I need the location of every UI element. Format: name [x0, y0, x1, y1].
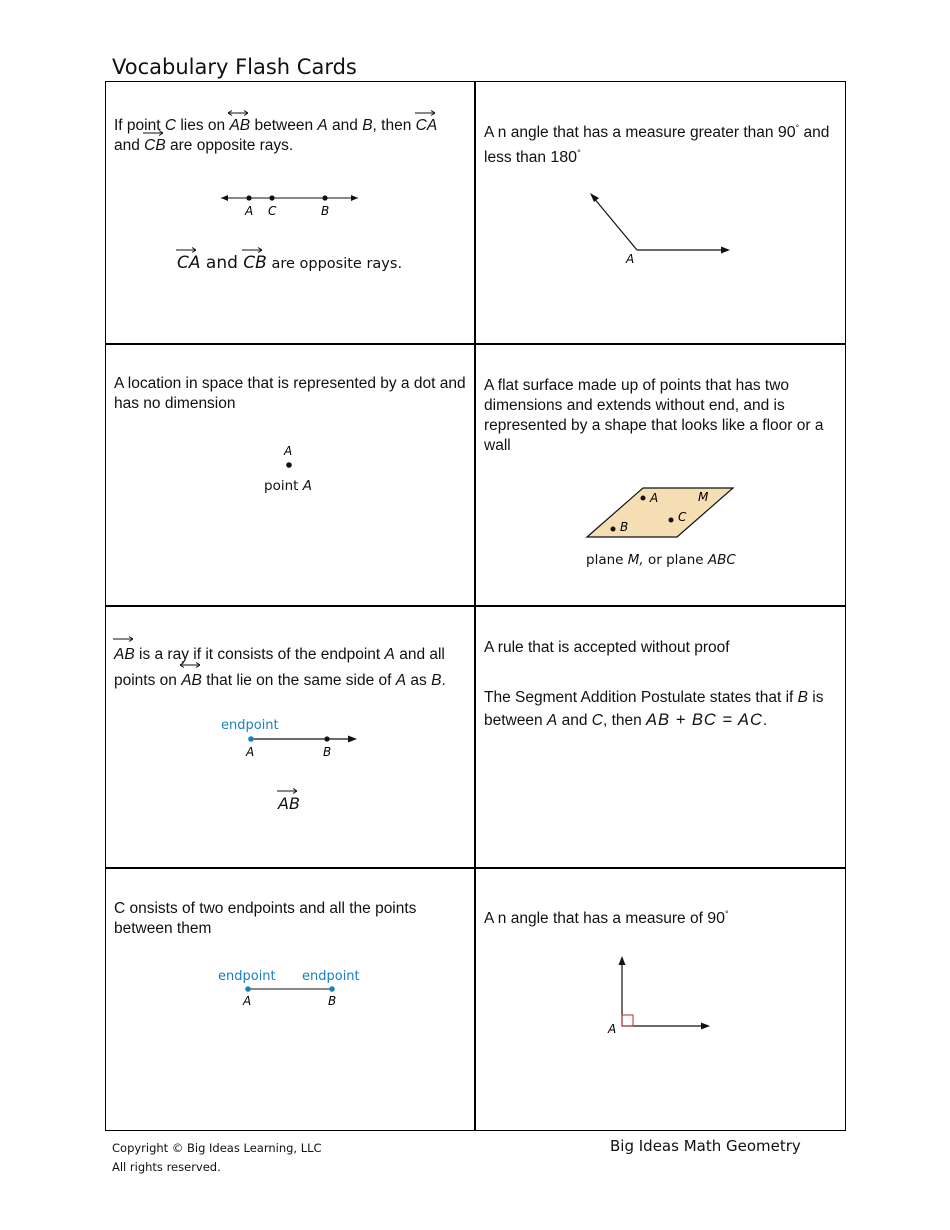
label-c: C [268, 204, 277, 218]
point-c-dot [269, 195, 274, 200]
card-text: A rule that is accepted without proof [484, 639, 730, 656]
endpoint-dot-b [329, 986, 335, 992]
label-ray-a: A [246, 745, 255, 759]
right-angle-figure [603, 952, 718, 1037]
ray-ca-notation: CA [416, 116, 438, 136]
point-dot [286, 462, 292, 468]
ray-figure [215, 714, 365, 762]
card-example-text: The Segment Addition Postulate states that if B is between A and C, then AB + BC = AC. [484, 689, 824, 729]
card-opposite-rays [105, 82, 475, 344]
card-text: AB is a ray if it consists of the endpoint A and all points on AB that lie on the same side of A as B. [114, 642, 466, 694]
rights-text: All rights reserved. [112, 1160, 221, 1174]
label-ray-b: B [323, 745, 332, 759]
label-point-a: A [284, 444, 293, 458]
card-text: A location in space that is represented by a dot and has no dimension [114, 375, 466, 412]
card-text: A flat surface made up of points that has two dimensions and extends without end, and is represented by a shape that looks like a floor or a wall [484, 377, 824, 454]
footer-copyright [112, 1139, 322, 1177]
card-postulate [475, 606, 845, 868]
label-plane-a: A [650, 491, 659, 505]
segment-figure [213, 964, 378, 1008]
endpoint-dot-a [245, 986, 251, 992]
card-text: A n angle that has a measure of 90° [484, 909, 729, 928]
card-point [105, 344, 475, 606]
line-ab-notation: AB [229, 116, 250, 136]
label-a: A [245, 204, 254, 218]
card-text: A n angle that has a measure greater than 90° and less than 180° [484, 123, 830, 167]
footer-book-title: Big Ideas Math Geometry [610, 1137, 801, 1155]
card-text: C onsists of two endpoints and all the points between them [114, 900, 417, 937]
plane-caption: plane M, or plane ABC [586, 552, 736, 568]
point-b-dot [322, 195, 327, 200]
endpoint-dot [248, 736, 254, 742]
point-caption: point A [264, 478, 312, 494]
label-plane-c: C [678, 510, 687, 524]
label-seg-b: B [328, 994, 337, 1008]
point-figure [275, 440, 305, 472]
opposite-rays-figure [215, 186, 365, 222]
card-obtuse-angle [475, 82, 845, 344]
point-a-dot [246, 195, 251, 200]
card-plane [475, 344, 845, 606]
opposite-rays-caption: CA and CB are opposite rays. [177, 253, 402, 273]
obtuse-angle-figure [580, 184, 740, 268]
card-right-angle [475, 868, 845, 1130]
right-angle-marker [622, 1015, 633, 1026]
label-plane-m: M [698, 490, 709, 504]
label-vertex-a: A [626, 252, 635, 266]
label-b: B [321, 204, 330, 218]
copyright-text: Copyright © Big Ideas Learning, LLC [112, 1141, 322, 1155]
ray-caption: AB [278, 794, 300, 813]
ray-cb-notation: CB [144, 136, 166, 156]
card-text: If point C lies on AB between A and B, then CA and CB are opposite rays. [114, 116, 466, 156]
label-right-a: A [608, 1022, 617, 1036]
page-title: Vocabulary Flash Cards [112, 55, 357, 79]
ray-ab-notation: AB [114, 642, 135, 668]
label-seg-a: A [243, 994, 252, 1008]
card-ray [105, 606, 475, 868]
endpoint-label-right: endpoint [302, 969, 360, 984]
plane-shape [587, 488, 733, 537]
line-ab-notation: AB [181, 668, 202, 694]
endpoint-label: endpoint [221, 718, 279, 733]
endpoint-label-left: endpoint [218, 969, 276, 984]
plane-figure [583, 485, 738, 541]
card-segment [105, 868, 475, 1130]
label-plane-b: B [620, 520, 629, 534]
